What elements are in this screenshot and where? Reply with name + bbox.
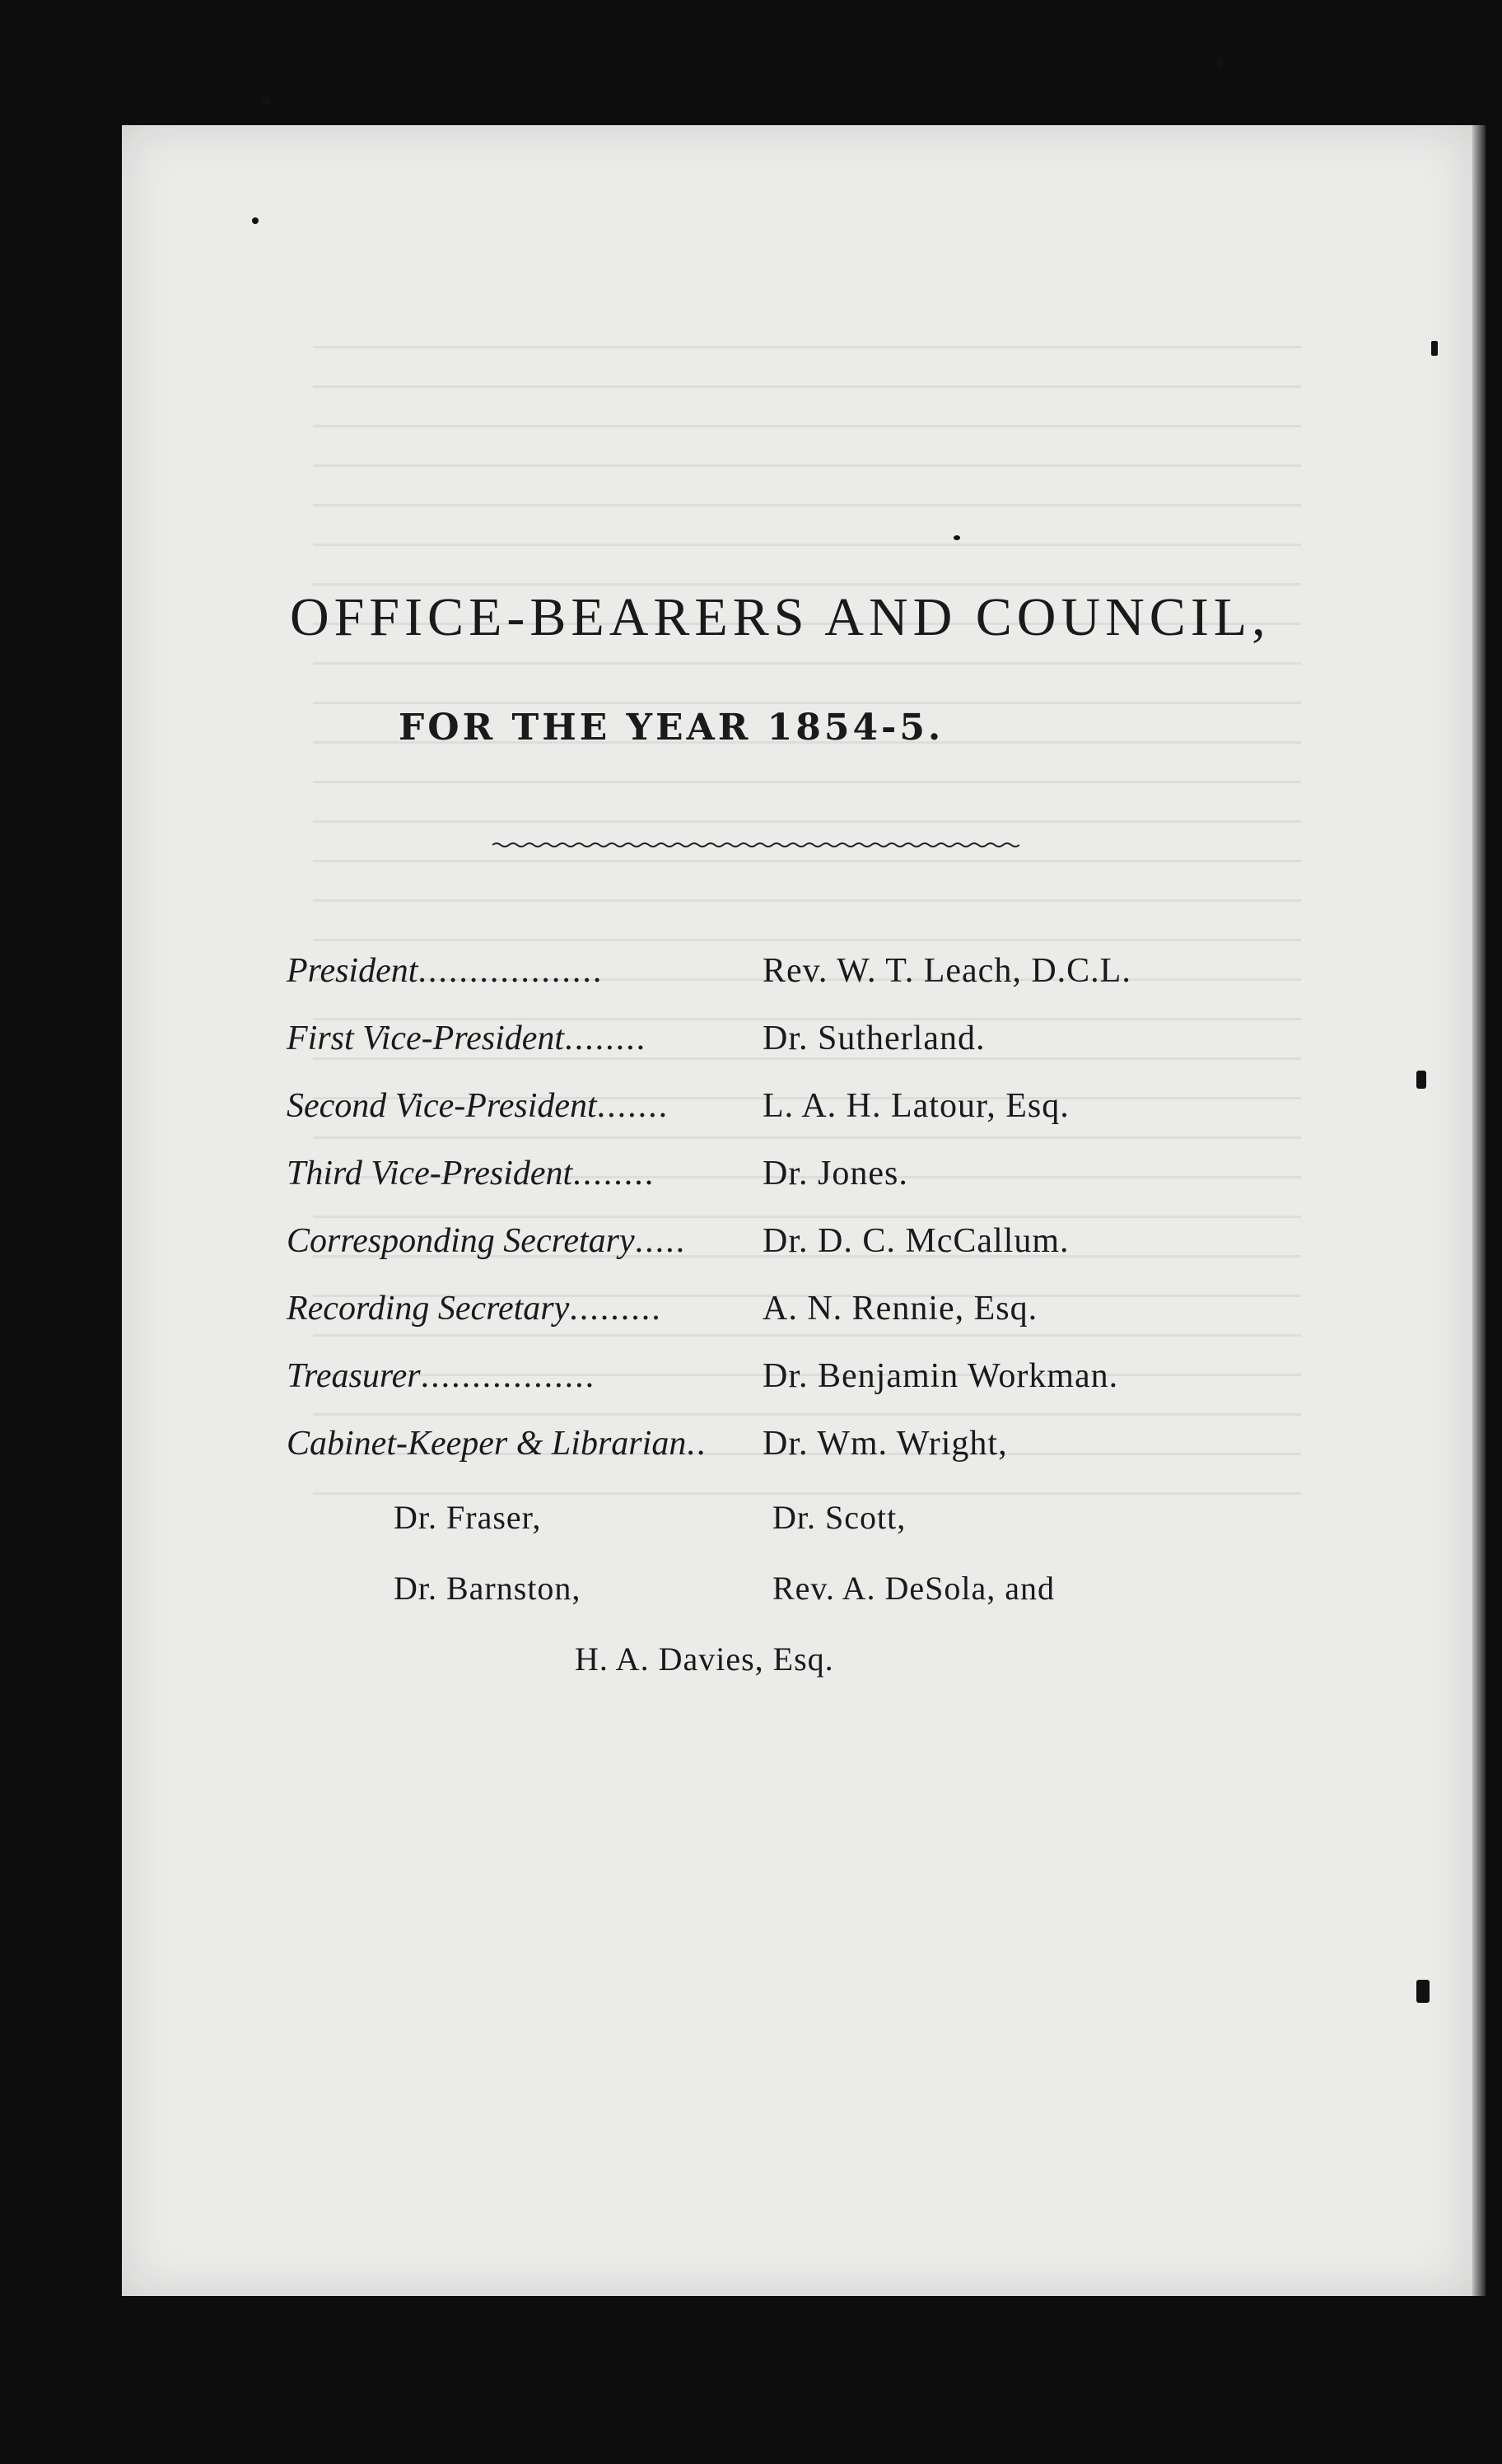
dust-speck — [1416, 1980, 1430, 2003]
officer-list — [287, 937, 1275, 1477]
page-edge — [1472, 125, 1486, 2296]
council-row — [287, 1553, 1275, 1624]
leader-dots: ................. — [420, 1357, 596, 1395]
office-holder: Dr. Wm. Wright, — [763, 1425, 1008, 1463]
office-holder: Rev. W. T. Leach, D.C.L. — [763, 952, 1131, 990]
dust-speck — [1416, 1071, 1426, 1089]
office-title: Second Vice-President — [287, 1087, 597, 1125]
leader-dots: ..... — [634, 1222, 687, 1260]
dust-speck — [262, 97, 270, 105]
dust-speck — [1431, 341, 1438, 356]
dust-speck — [954, 535, 960, 540]
office-title: Third Vice-President — [287, 1155, 573, 1192]
leader-dots: ........ — [564, 1020, 647, 1057]
dust-speck — [1217, 58, 1224, 69]
office-title: Treasurer — [287, 1357, 421, 1395]
leader-dots: .. — [686, 1425, 707, 1463]
officer-row — [287, 1207, 1275, 1275]
office-holder: Dr. D. C. McCallum. — [763, 1222, 1070, 1260]
office-holder: Dr. Sutherland. — [763, 1020, 986, 1057]
office-holder: Dr. Benjamin Workman. — [763, 1357, 1119, 1395]
office-title: Cabinet-Keeper & Librarian — [287, 1425, 687, 1463]
council-member: Dr. Scott, — [772, 1499, 907, 1536]
dust-speck — [252, 217, 259, 224]
leader-dots: ....... — [596, 1087, 669, 1125]
leader-dots: ......... — [569, 1290, 662, 1328]
council-row — [287, 1482, 1275, 1553]
leader-dots: .................. — [417, 952, 604, 990]
page-subtitle: FOR THE YEAR 1854-5. — [399, 707, 945, 749]
council-members — [287, 1482, 1275, 1695]
leader-dots: ........ — [572, 1155, 655, 1192]
officer-row — [287, 1275, 1275, 1342]
council-row — [287, 1624, 1275, 1695]
officer-row — [287, 1072, 1275, 1140]
office-title: Recording Secretary — [287, 1290, 570, 1328]
council-member: Dr. Barnston, — [394, 1570, 581, 1607]
council-member: Rev. A. DeSola, and — [772, 1570, 1056, 1607]
office-holder: Dr. Jones. — [763, 1155, 908, 1192]
office-holder: A. N. Rennie, Esq. — [763, 1290, 1038, 1328]
page-title: OFFICE-BEARERS AND COUNCIL, — [290, 587, 1271, 647]
office-title: President — [287, 952, 418, 990]
office-title: Corresponding Secretary — [287, 1222, 635, 1260]
officer-row — [287, 1005, 1275, 1072]
council-member: Dr. Fraser, — [394, 1499, 542, 1536]
officer-row — [287, 937, 1275, 1005]
officer-row — [287, 1342, 1275, 1410]
ornamental-rule — [492, 842, 1019, 848]
office-title: First Vice-President — [287, 1020, 565, 1057]
council-member: H. A. Davies, Esq. — [575, 1640, 834, 1678]
officer-row — [287, 1140, 1275, 1207]
office-holder: L. A. H. Latour, Esq. — [763, 1087, 1070, 1125]
officer-row — [287, 1410, 1275, 1477]
